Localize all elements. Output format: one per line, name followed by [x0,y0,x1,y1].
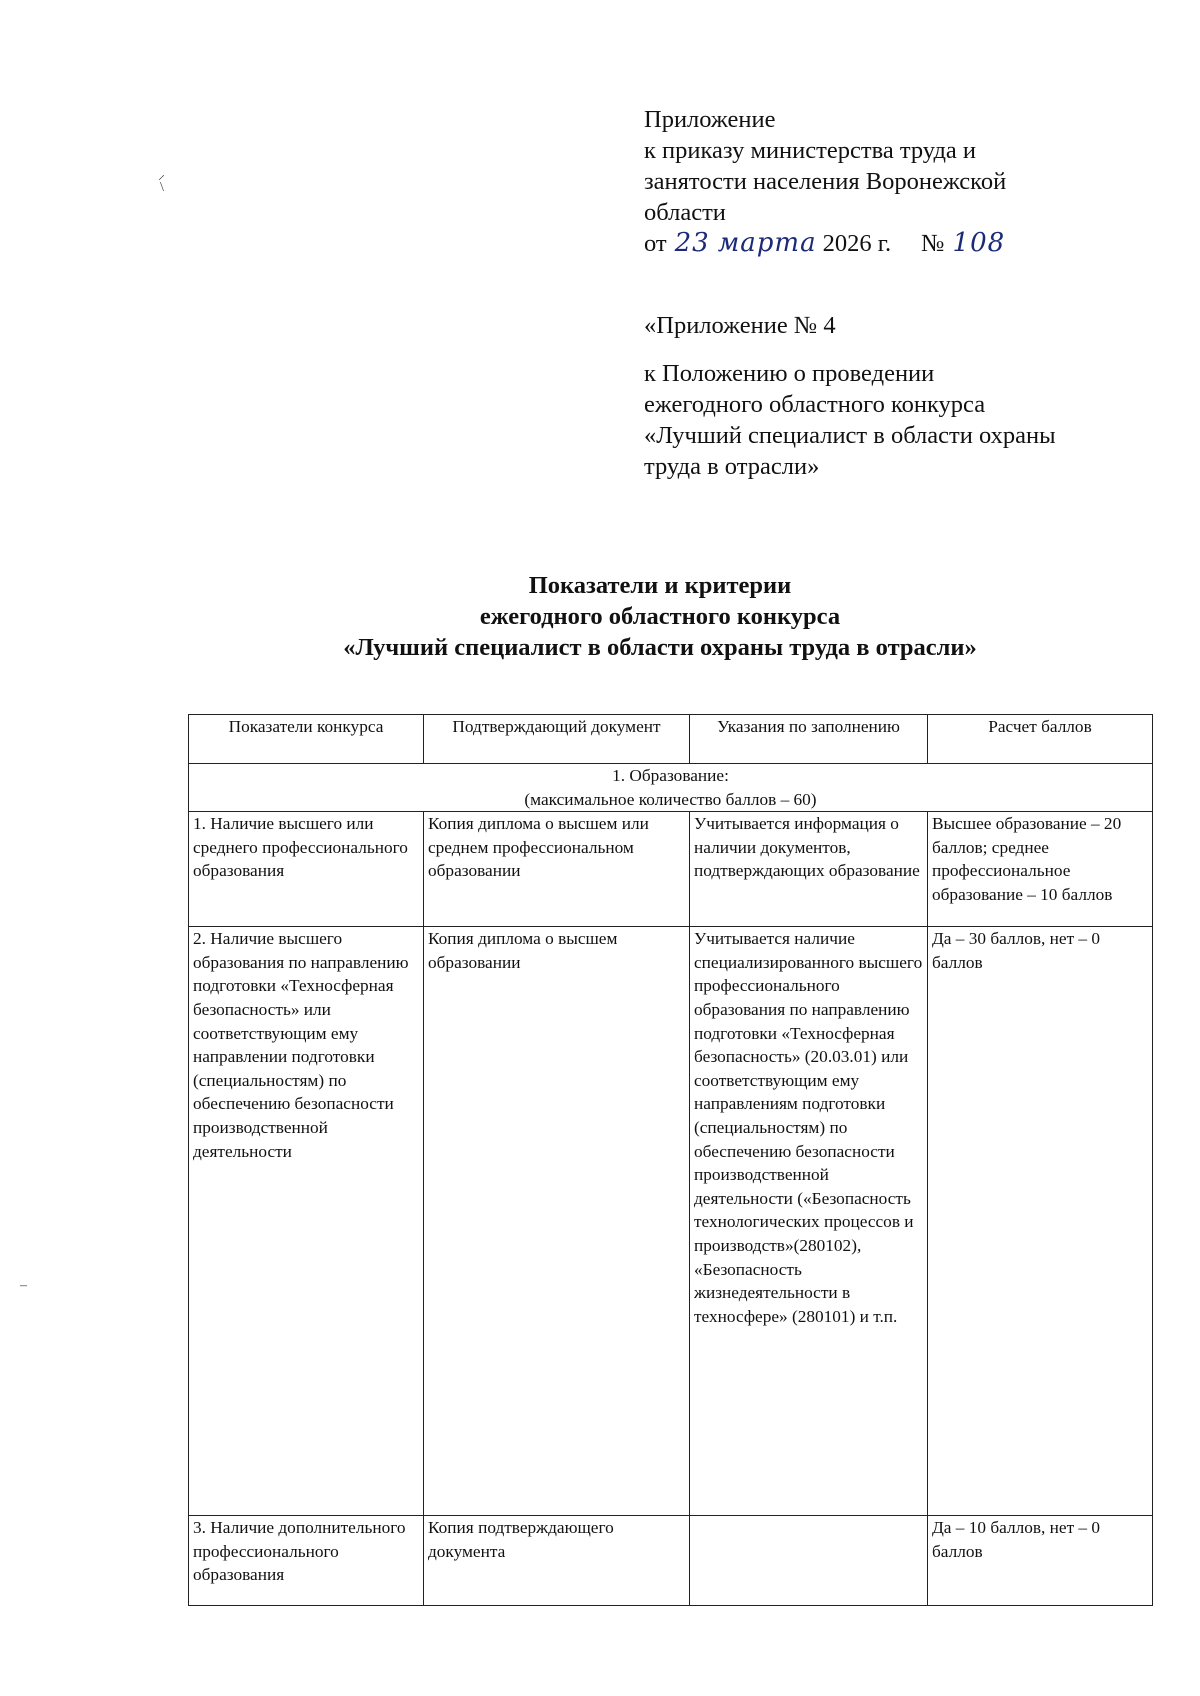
annex-title: «Приложение № 4 [644,312,836,339]
appendix-line: к приказу министерства труда и [644,137,977,164]
title-line: ежегодного областного конкурса [479,603,841,630]
instructions-cell: Учитывается информация о наличии документов, подтверждающих образование [690,812,928,927]
column-header: Подтверждающий документ [424,715,690,764]
score-cell: Да – 30 баллов, нет – 0 баллов [928,927,1153,1516]
appendix-header [644,104,1164,259]
handwritten-month: марта [717,228,817,258]
number-sign: № [921,230,945,257]
table-row [189,927,1153,1516]
title-line: Показатели и критерии [528,572,792,599]
annex-line: труда в отрасли» [644,453,820,480]
annex-header [644,310,1164,482]
column-header: Указания по заполнению [690,715,928,764]
annex-line: «Лучший специалист в области охраны [644,422,1056,449]
score-cell: Высшее образование – 20 баллов; среднее профессиональное образование – 10 баллов [928,812,1153,927]
handwritten-day: 23 [674,228,710,258]
title-line: «Лучший специалист в области охраны труда в отрасли» [343,634,977,661]
order-date-line [644,228,1164,259]
annex-line: к Положению о проведении [644,360,935,387]
handwritten-order-number: 108 [952,228,1006,258]
document-cell: Копия диплома о высшем или среднем профессиональном образовании [424,812,690,927]
document-title [180,570,1140,663]
column-header: Показатели конкурса [189,715,424,764]
column-header: Расчет баллов [928,715,1153,764]
indicator-cell: 2. Наличие высшего образования по направлению подготовки «Техносферная безопасность» или соответствующим ему направлении подготовки (специальностям) по обеспечению безопасности производственной деятельности [189,927,424,1516]
table-header-row [189,715,1153,764]
document-cell: Копия диплома о высшем образовании [424,927,690,1516]
indicator-cell: 1. Наличие высшего или среднего профессионального образования [189,812,424,927]
scan-mark: \ [160,180,164,195]
section-title: 1. Образование: [612,766,729,785]
table-row [189,1516,1153,1606]
criteria-table [188,714,1153,1606]
order-year: 2026 г. [822,230,892,257]
indicator-cell: 3. Наличие дополнительного профессионального образования [189,1516,424,1606]
table-row [189,812,1153,927]
appendix-line: области [644,199,726,226]
appendix-line: Приложение [644,106,776,133]
document-cell: Копия подтверждающего документа [424,1516,690,1606]
instructions-cell: Учитывается наличие специализированного высшего профессионального образования по направлению подготовки «Техносферная безопасность» (20.03.01) или соответствующим ему направлениям подготовки (специальностям) по обеспечению безопасности производственной деятельности («Безопасность технологических процессов и производств»(280102), «Безопасность жизнедеятельности в техносфере» (280101) и т.п. [690,927,928,1516]
section-row [189,764,1153,812]
section-subtitle: (максимальное количество баллов – 60) [524,789,817,809]
section-cell [189,764,1153,812]
annex-line: ежегодного областного конкурса [644,391,986,418]
scan-mark: – [20,1278,27,1293]
order-prefix: от [644,230,667,257]
appendix-line: занятости населения Воронежской [644,168,1007,195]
score-cell: Да – 10 баллов, нет – 0 баллов [928,1516,1153,1606]
scan-mark: ⸝ [158,168,165,183]
instructions-cell [690,1516,928,1606]
